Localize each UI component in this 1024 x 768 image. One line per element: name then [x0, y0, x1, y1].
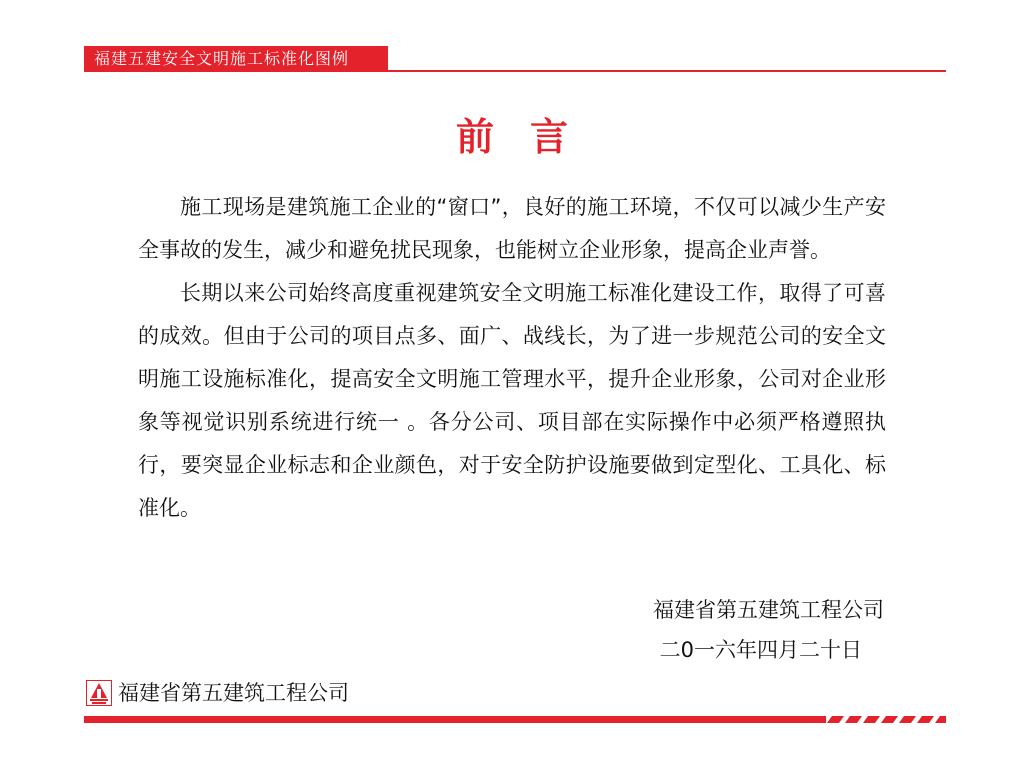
footer-stripe-bar [84, 716, 946, 723]
header-title-tab [84, 46, 388, 72]
document-body [138, 186, 886, 530]
signature-block [653, 590, 884, 670]
signature-company: 福建省第五建筑工程公司 [653, 598, 884, 622]
header-title: 福建五建安全文明施工标准化图例 [94, 49, 350, 68]
signature-date: 二0一六年四月二十日 [659, 638, 862, 662]
company-logo-icon [86, 680, 112, 706]
header-divider [84, 70, 946, 72]
paragraph-2: 长期以来公司始终高度重视建筑安全文明施工标准化建设工作，取得了可喜的成效。但由于公司的项目点多、面广、战线长，为了进一步规范公司的安全文明施工设施标准化，提高安全文明施工管理水平，提升企业形象，公司对企业形象等视觉识别系统进行统一 。各分公司、项目部在实际操作中必须严格遵照执行，要突显企业标志和企业颜色，对于安全防护设施要做到定型化、工具化、标准化。 [138, 281, 886, 520]
footer-company-name: 福建省第五建筑工程公司 [118, 681, 349, 705]
page-title: 前言 [455, 115, 604, 159]
paragraph-1: 施工现场是建筑施工企业的“窗口”，良好的施工环境，不仅可以减少生产安全事故的发生，减少和避免扰民现象，也能树立企业形象，提高企业声誉。 [138, 195, 886, 262]
